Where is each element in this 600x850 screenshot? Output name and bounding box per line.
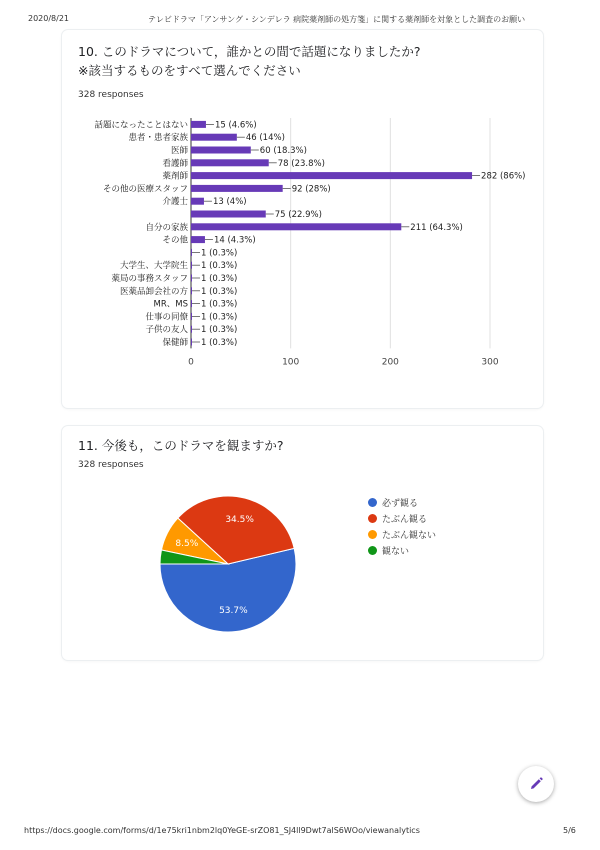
category-label: 仕事の同僚 xyxy=(145,312,188,323)
data-label: 1 (0.3%) xyxy=(200,261,238,272)
category-label: その他の医療スタッフ xyxy=(102,184,188,195)
bar xyxy=(191,172,472,179)
data-label: 60 (18.3%) xyxy=(259,146,307,156)
question-11-pie-chart xyxy=(62,426,362,660)
question-10-card xyxy=(62,30,543,408)
bar xyxy=(191,326,192,333)
category-label: 患者・患者家族 xyxy=(128,133,188,144)
category-label: 大学生、大学院生 xyxy=(119,261,188,272)
data-label: 15 (4.6%) xyxy=(214,120,257,131)
header-date: 2020/8/21 xyxy=(28,14,70,23)
legend-item xyxy=(368,542,436,558)
bar xyxy=(191,249,192,256)
category-label: 保健師 xyxy=(162,338,188,348)
bar xyxy=(191,198,204,205)
bar xyxy=(191,223,401,230)
category-label: 医師 xyxy=(170,146,188,156)
legend-label: 必ず観る xyxy=(382,498,419,509)
bar xyxy=(191,147,251,154)
pie-slice-label: 8.5% xyxy=(175,538,199,549)
legend-label: 観ない xyxy=(382,546,410,557)
category-label: MR、MS xyxy=(153,299,188,310)
bar xyxy=(191,159,269,166)
data-label: 92 (28%) xyxy=(291,184,331,195)
bar xyxy=(191,211,266,218)
bar xyxy=(191,287,192,294)
category-label: その他 xyxy=(162,235,188,246)
bar xyxy=(191,339,192,346)
footer-page-number: 5/6 xyxy=(563,826,576,835)
data-label: 211 (64.3%) xyxy=(410,222,463,233)
question-11-card xyxy=(62,426,543,660)
question-10-title: 10. このドラマについて，誰かとの間で話題になりましたか? ※該当するものをすべて選んでください xyxy=(78,44,446,78)
legend-item xyxy=(368,510,436,526)
pencil-icon xyxy=(528,776,544,792)
data-label: 1 (0.3%) xyxy=(200,325,238,336)
data-label: 282 (86%) xyxy=(481,171,526,182)
legend-swatch xyxy=(368,530,377,539)
x-tick-label: 0 xyxy=(188,357,194,368)
legend-label: たぶん観る xyxy=(382,514,428,525)
bar xyxy=(191,275,192,282)
bar xyxy=(191,236,205,243)
category-label: 介護士 xyxy=(162,197,188,208)
data-label: 1 (0.3%) xyxy=(200,299,238,310)
category-label: 医薬品卸会社の方 xyxy=(119,286,188,297)
legend-swatch xyxy=(368,498,377,507)
edit-button[interactable] xyxy=(518,766,554,802)
pie-slice-label: 53.7% xyxy=(219,605,248,616)
data-label: 75 (22.9%) xyxy=(274,210,322,220)
data-label: 13 (4%) xyxy=(212,197,247,208)
data-label: 78 (23.8%) xyxy=(277,158,325,169)
data-label: 1 (0.3%) xyxy=(200,274,238,284)
category-label: 薬局の事務スタッフ xyxy=(111,274,188,284)
question-11-title: 11. 今後も，このドラマを観ますか? xyxy=(78,438,284,453)
question-10-responses: 328 responses xyxy=(78,90,144,100)
legend-swatch xyxy=(368,514,377,523)
data-label: 1 (0.3%) xyxy=(200,312,238,323)
legend-label: たぶん観ない xyxy=(382,530,437,541)
bar xyxy=(191,185,283,192)
data-label: 1 (0.3%) xyxy=(200,248,238,259)
question-11-responses: 328 responses xyxy=(78,460,144,470)
pie-legend xyxy=(368,494,436,558)
data-label: 46 (14%) xyxy=(245,133,285,144)
data-label: 1 (0.3%) xyxy=(200,286,238,297)
pie-slice-label: 34.5% xyxy=(225,515,254,526)
legend-item xyxy=(368,526,436,542)
data-label: 14 (4.3%) xyxy=(213,235,256,246)
x-tick-label: 300 xyxy=(481,357,499,368)
x-tick-label: 100 xyxy=(282,357,300,368)
question-10-bar-chart xyxy=(62,30,543,380)
bar xyxy=(191,262,192,269)
bar xyxy=(191,300,192,307)
bar xyxy=(191,121,206,128)
category-label: 看護師 xyxy=(162,158,188,169)
x-tick-label: 200 xyxy=(381,357,399,368)
bar xyxy=(191,313,192,320)
legend-item xyxy=(368,494,436,510)
legend-swatch xyxy=(368,546,377,555)
footer-url: https://docs.google.com/forms/d/1e75kri1nbm2lq0YeGE-srZO81_SJ4ll9Dwt7alS6WOo/viewanalytics xyxy=(24,826,420,835)
header-title: テレビドラマ「アンサング・シンデレラ 病院薬剤師の処方箋」に関する薬剤師を対象とした調査のお願い xyxy=(148,15,526,24)
data-label: 1 (0.3%) xyxy=(200,338,238,348)
bar xyxy=(191,134,237,141)
category-label: 自分の家族 xyxy=(145,222,188,233)
category-label: 話題になったことはない xyxy=(94,120,188,131)
category-label: 薬剤師 xyxy=(162,171,188,182)
category-label: 子供の友人 xyxy=(145,325,188,336)
